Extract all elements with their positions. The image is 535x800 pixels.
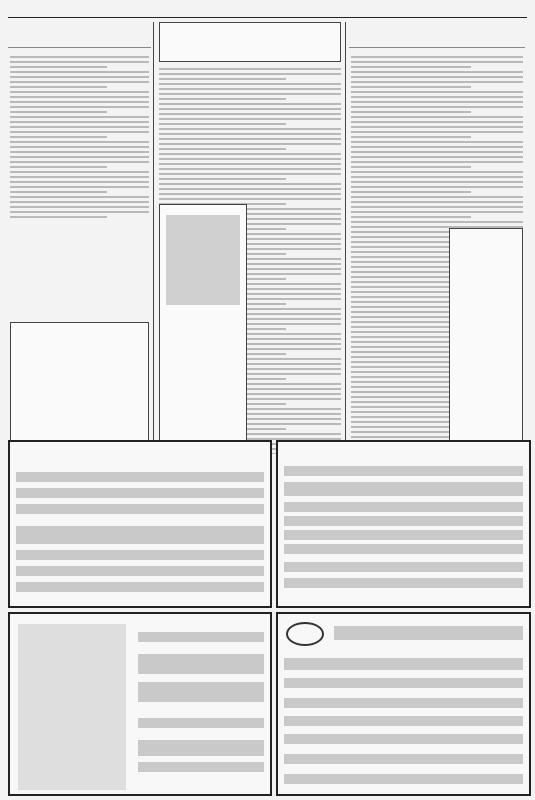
ad-right: [449, 228, 523, 454]
page-header: [8, 4, 527, 18]
bull-icon: [286, 622, 324, 646]
shipping-panel: [276, 440, 531, 608]
column-right: [349, 22, 525, 454]
column-center: [157, 22, 343, 454]
toros-panel: [276, 612, 531, 796]
notice-title: [10, 442, 270, 464]
bazar-panel: [8, 612, 272, 796]
column-right-title: [349, 22, 525, 48]
ad-left: [10, 322, 149, 450]
column-left-title: [8, 22, 151, 48]
column-left: [8, 22, 151, 454]
program-banner: [159, 22, 341, 62]
notice-panel: [8, 440, 272, 608]
shipping-title: [278, 442, 529, 460]
ad-center: [159, 204, 247, 454]
